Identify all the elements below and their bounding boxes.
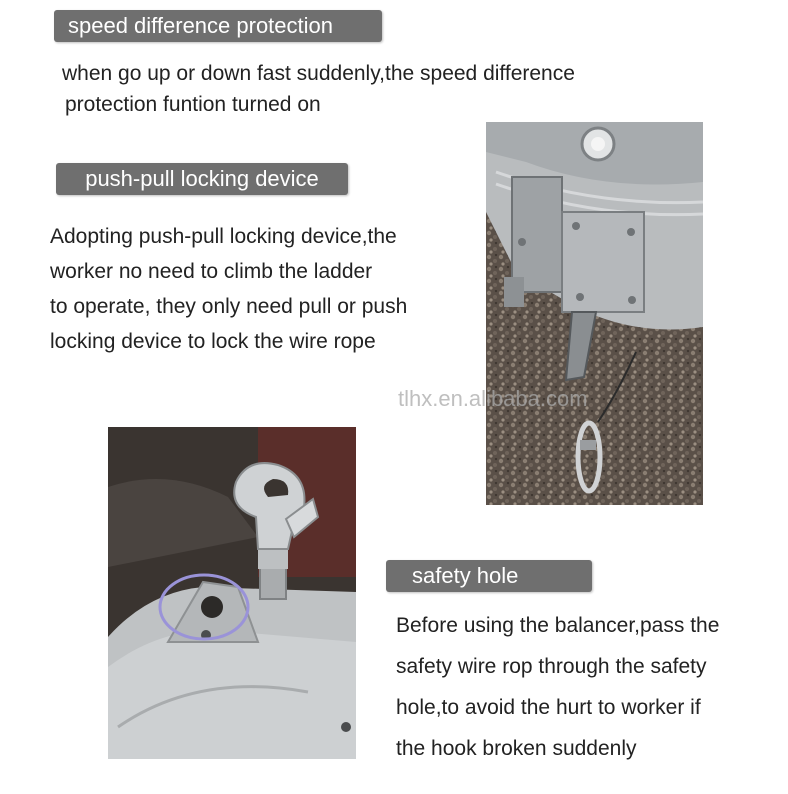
safety-hole-line-2: safety wire rop through the safety bbox=[396, 655, 707, 678]
speed-protection-line-1: when go up or down fast suddenly,the speed difference bbox=[62, 62, 575, 85]
locking-device-photo bbox=[486, 122, 703, 505]
locking-device-text bbox=[50, 219, 407, 359]
locking-device-line-1: Adopting push-pull locking device,the bbox=[50, 225, 397, 248]
locking-device-line-4: locking device to lock the wire rope bbox=[50, 330, 376, 353]
locking-device-line-2: worker no need to climb the ladder bbox=[50, 260, 373, 283]
locking-device-title: push-pull locking device bbox=[56, 163, 348, 195]
speed-protection-text bbox=[62, 58, 575, 120]
safety-hole-line-1: Before using the balancer,pass the bbox=[396, 614, 720, 637]
speed-protection-title: speed difference protection bbox=[54, 10, 382, 42]
hook-illustration bbox=[108, 427, 356, 759]
locking-device-line-3: to operate, they only need pull or push bbox=[50, 295, 408, 318]
safety-hole-title: safety hole bbox=[386, 560, 592, 592]
locking-device-illustration bbox=[486, 122, 703, 505]
watermark: tlhx.en.alibaba.com bbox=[398, 386, 588, 411]
safety-hole-text bbox=[396, 605, 719, 769]
speed-protection-line-2: protection funtion turned on bbox=[65, 93, 321, 116]
safety-hole-photo bbox=[108, 427, 356, 759]
safety-hole-line-3: hole,to avoid the hurt to worker if bbox=[396, 696, 701, 719]
safety-hole-line-4: the hook broken suddenly bbox=[396, 737, 637, 760]
